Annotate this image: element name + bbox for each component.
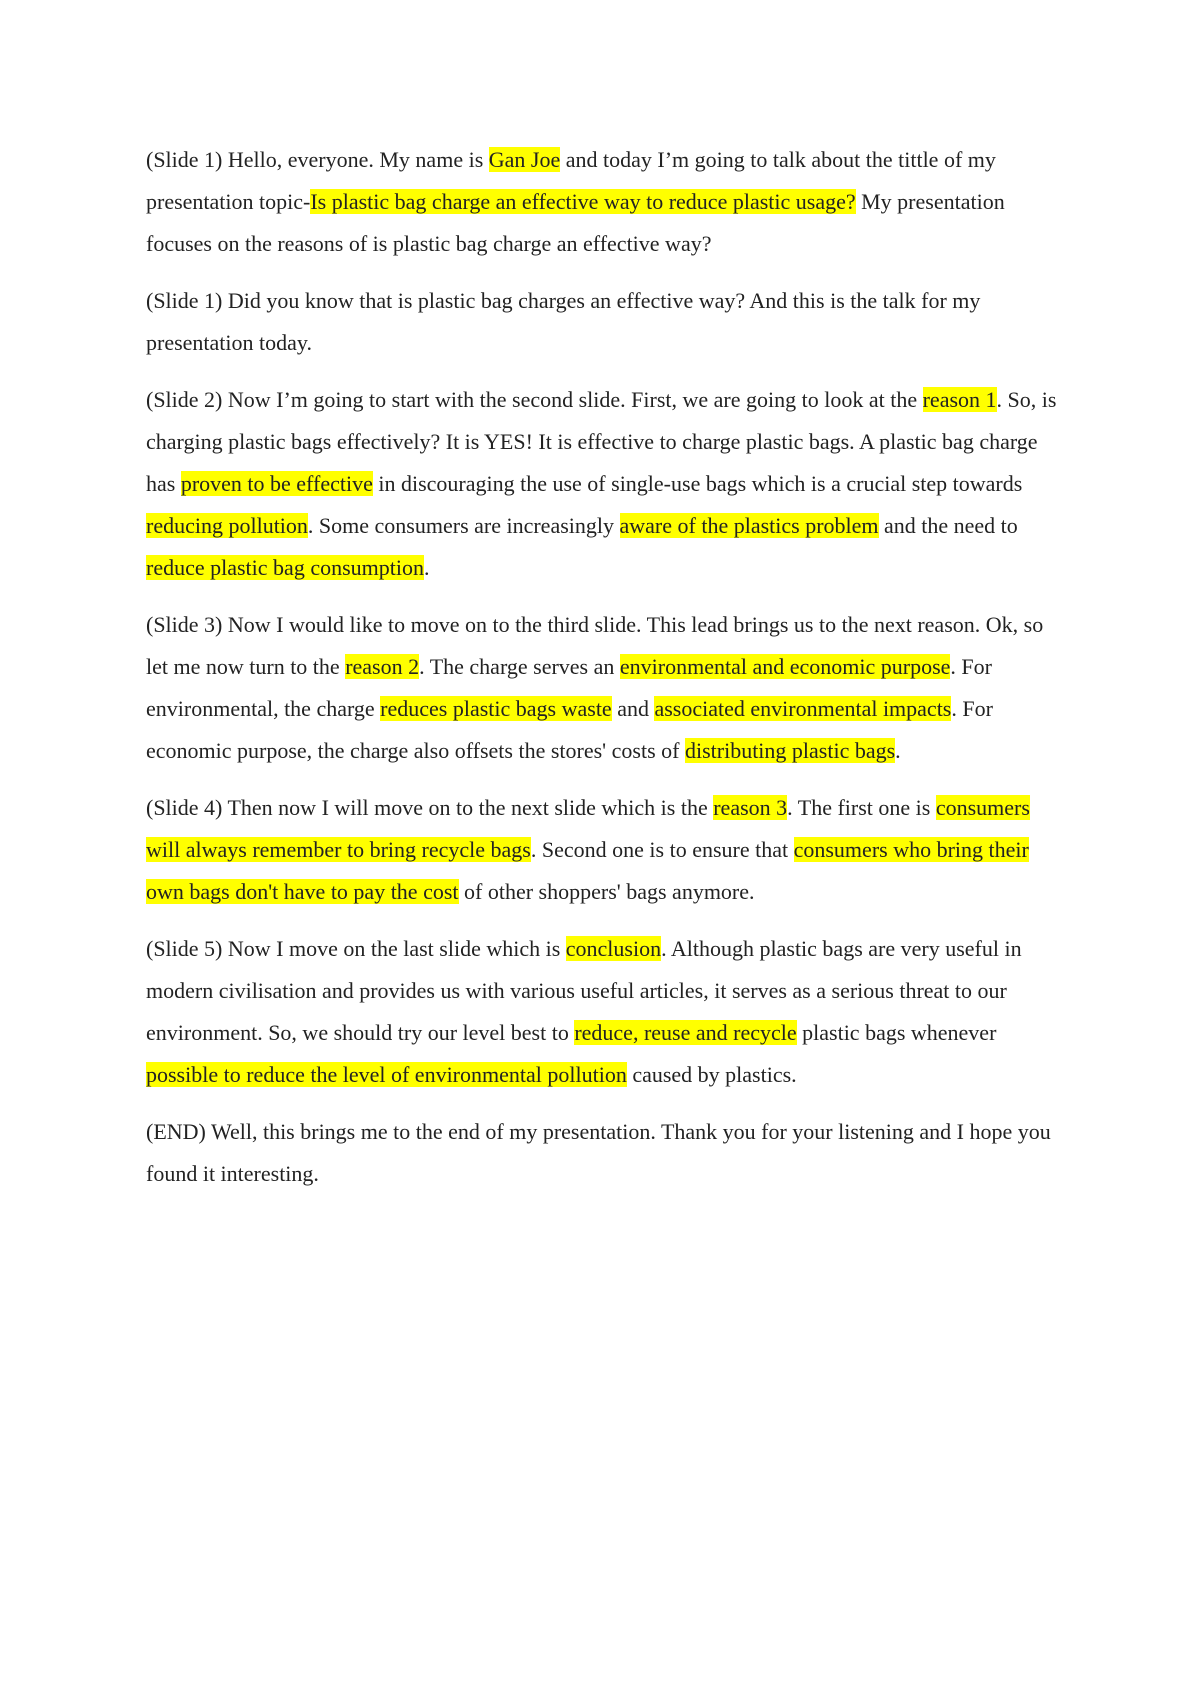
body-text: . For economic purpose, the charge also offsets the stores' costs of (146, 696, 993, 763)
highlighted-text: reduce plastic bag consumption (146, 555, 424, 580)
highlighted-text: reason 3 (713, 795, 788, 820)
body-text: caused by plastics. (626, 1062, 797, 1087)
highlighted-text: associated environmental impacts (654, 696, 952, 721)
body-text: and the need to (878, 513, 1018, 538)
highlighted-text: reduce, reuse and recycle (574, 1020, 797, 1045)
script-paragraph (146, 928, 1061, 1096)
highlighted-text: reason 2 (345, 654, 420, 679)
body-text: . Some consumers are increasingly (307, 513, 620, 538)
script-paragraph (146, 1111, 1061, 1195)
highlighted-text: environmental and economic purpose (619, 654, 951, 679)
body-text: My presentation focuses on the reasons of is plastic bag charge an effective way? (146, 189, 1005, 256)
body-text: and (611, 696, 655, 721)
body-text: . So, is charging plastic bags effectively? It is YES! It is effective to charge plastic bags. A plastic bag charge has (146, 387, 1057, 496)
highlighted-text: reducing pollution (146, 513, 308, 538)
highlighted-text: aware of the plastics problem (619, 513, 879, 538)
highlighted-text: Is plastic bag charge an effective way to reduce plastic usage? (310, 189, 856, 214)
highlighted-text: distributing plastic bags (684, 738, 896, 763)
body-text: . Second one is to ensure that (530, 837, 794, 862)
body-text: (Slide 4) Then now I will move on to the next slide which is the (146, 795, 714, 820)
body-text: . The charge serves an (419, 654, 620, 679)
body-text: and today I’m going to talk about the tittle of my presentation topic- (146, 147, 996, 214)
body-text: . Although plastic bags are very useful in modern civilisation and provides us with various useful articles, it serves as a serious threat to our environment. So, we should try our level best to (146, 936, 1022, 1045)
body-text: (Slide 3) Now I would like to move on to the third slide. This lead brings us to the next reason. Ok, so let me now turn to the (146, 612, 1044, 679)
highlighted-text: consumers will always remember to bring recycle bags (146, 795, 1030, 862)
script-paragraph (146, 787, 1061, 913)
body-text: . (423, 555, 430, 580)
highlighted-text: Gan Joe (488, 147, 561, 172)
script-paragraph (146, 139, 1061, 265)
body-text: . The first one is (787, 795, 936, 820)
highlighted-text: conclusion (565, 936, 662, 961)
body-text: . (895, 738, 901, 763)
document-body (146, 139, 1061, 1210)
body-text: (END) Well, this brings me to the end of my presentation. Thank you for your listening and I hope you found it interesting. (146, 1119, 1051, 1186)
script-paragraph (146, 280, 1061, 364)
body-text: plastic bags whenever (796, 1020, 997, 1045)
body-text: in discouraging the use of single-use bags which is a crucial step towards (372, 471, 1023, 496)
body-text: (Slide 5) Now I move on the last slide which is (146, 936, 566, 961)
body-text: (Slide 1) Hello, everyone. My name is (146, 147, 489, 172)
highlighted-text: reduces plastic bags waste (380, 696, 612, 721)
highlighted-text: reason 1 (922, 387, 997, 412)
body-text: (Slide 2) Now I’m going to start with the second slide. First, we are going to look at the (146, 387, 923, 412)
body-text: (Slide 1) Did you know that is plastic bag charges an effective way? And this is the talk for my presentation today. (146, 288, 981, 355)
body-text: . For environmental, the charge (146, 654, 992, 721)
script-paragraph (146, 604, 1061, 772)
highlighted-text: possible to reduce the level of environmental pollution (146, 1062, 627, 1087)
body-text: of other shoppers' bags anymore. (458, 879, 755, 904)
script-paragraph (146, 379, 1061, 589)
highlighted-text: consumers who bring their own bags don't have to pay the cost (146, 837, 1029, 904)
highlighted-text: proven to be effective (180, 471, 373, 496)
